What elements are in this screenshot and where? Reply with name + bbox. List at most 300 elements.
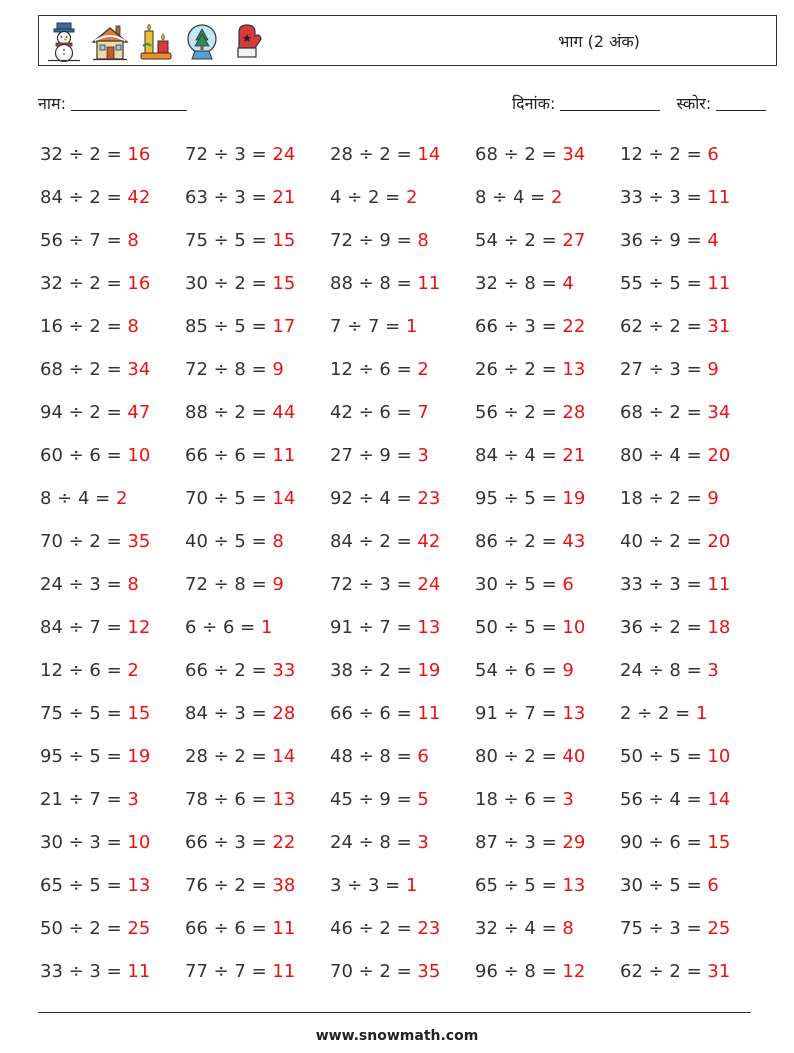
- problem-answer: 9: [272, 574, 284, 595]
- problem-question: 85 ÷ 5 =: [185, 316, 273, 337]
- problem-answer: 22: [562, 316, 586, 337]
- problem-answer: 25: [707, 918, 731, 939]
- problem-cell: [330, 133, 475, 176]
- problem-question: 56 ÷ 2 =: [475, 402, 563, 423]
- problem-answer: 1: [695, 703, 708, 724]
- problem-question: 8 ÷ 4 =: [475, 187, 551, 208]
- problem-cell: [185, 606, 330, 649]
- problem-cell: [40, 778, 185, 821]
- problem-cell: [620, 262, 765, 305]
- problem-answer: 11: [707, 187, 731, 208]
- problem-cell: [330, 821, 475, 864]
- problem-cell: [185, 348, 330, 391]
- problem-cell: [40, 606, 185, 649]
- problem-answer: 17: [272, 316, 296, 337]
- problem-cell: [475, 477, 620, 520]
- problem-question: 18 ÷ 2 =: [620, 488, 708, 509]
- name-blank-line[interactable]: [71, 96, 187, 111]
- problem-question: 70 ÷ 2 =: [330, 961, 418, 982]
- problem-answer: 15: [707, 832, 731, 853]
- problem-answer: 19: [562, 488, 586, 509]
- problem-answer: 42: [417, 531, 441, 552]
- problem-answer: 25: [127, 918, 151, 939]
- problem-question: 65 ÷ 5 =: [40, 875, 128, 896]
- problem-answer: 2: [550, 187, 563, 208]
- problem-cell: [185, 262, 330, 305]
- problem-answer: 14: [272, 488, 296, 509]
- problem-answer: 12: [127, 617, 151, 638]
- problem-question: 28 ÷ 2 =: [330, 144, 418, 165]
- problem-cell: [185, 305, 330, 348]
- problem-question: 95 ÷ 5 =: [40, 746, 128, 767]
- problem-question: 66 ÷ 6 =: [330, 703, 418, 724]
- problem-answer: 28: [272, 703, 296, 724]
- problem-cell: [620, 133, 765, 176]
- problem-answer: 44: [272, 402, 296, 423]
- problem-answer: 13: [562, 359, 586, 380]
- problem-answer: 16: [127, 273, 151, 294]
- problem-cell: [40, 950, 185, 993]
- problem-cell: [330, 477, 475, 520]
- icon-row: [45, 21, 267, 63]
- problem-cell: [185, 434, 330, 477]
- problem-cell: [185, 219, 330, 262]
- problem-cell: [475, 606, 620, 649]
- problem-cell: [185, 133, 330, 176]
- problem-answer: 8: [417, 230, 429, 251]
- problem-answer: 15: [272, 273, 296, 294]
- problem-cell: [330, 176, 475, 219]
- header-box: [38, 15, 777, 66]
- snowman-icon: [45, 22, 83, 62]
- problem-answer: 28: [562, 402, 586, 423]
- problem-cell: [40, 821, 185, 864]
- problem-answer: 15: [127, 703, 151, 724]
- problem-cell: [330, 606, 475, 649]
- problem-question: 84 ÷ 2 =: [330, 531, 418, 552]
- problem-cell: [185, 563, 330, 606]
- problem-answer: 35: [417, 961, 441, 982]
- problem-question: 12 ÷ 2 =: [620, 144, 708, 165]
- problem-question: 68 ÷ 2 =: [40, 359, 128, 380]
- problem-answer: 11: [417, 273, 441, 294]
- score-label: स्कोर:: [676, 94, 712, 113]
- problem-cell: [620, 606, 765, 649]
- problem-answer: 13: [272, 789, 296, 810]
- problem-answer: 12: [562, 961, 586, 982]
- problem-question: 66 ÷ 6 =: [185, 445, 273, 466]
- problem-question: 50 ÷ 5 =: [475, 617, 563, 638]
- problem-cell: [475, 520, 620, 563]
- problem-answer: 6: [417, 746, 429, 767]
- candles-icon: [137, 22, 175, 62]
- problem-question: 72 ÷ 8 =: [185, 574, 273, 595]
- problem-question: 24 ÷ 3 =: [40, 574, 128, 595]
- problem-answer: 19: [417, 660, 441, 681]
- problem-question: 80 ÷ 2 =: [475, 746, 563, 767]
- problem-answer: 27: [562, 230, 586, 251]
- problem-cell: [620, 305, 765, 348]
- problem-question: 8 ÷ 4 =: [40, 488, 116, 509]
- problem-answer: 11: [707, 574, 731, 595]
- problem-answer: 2: [127, 660, 139, 681]
- winter-house-icon: [91, 22, 129, 62]
- problem-question: 36 ÷ 2 =: [620, 617, 708, 638]
- problem-question: 21 ÷ 7 =: [40, 789, 128, 810]
- problem-question: 27 ÷ 9 =: [330, 445, 418, 466]
- problem-cell: [620, 477, 765, 520]
- problem-answer: 23: [417, 488, 441, 509]
- problem-question: 40 ÷ 5 =: [185, 531, 273, 552]
- problem-question: 36 ÷ 9 =: [620, 230, 708, 251]
- problem-answer: 6: [707, 875, 719, 896]
- score-blank-line[interactable]: [716, 96, 766, 111]
- problem-question: 66 ÷ 3 =: [475, 316, 563, 337]
- problem-cell: [185, 477, 330, 520]
- problem-cell: [620, 864, 765, 907]
- problem-answer: 18: [707, 617, 731, 638]
- problem-answer: 13: [417, 617, 441, 638]
- problem-question: 6 ÷ 6 =: [185, 617, 261, 638]
- problem-question: 40 ÷ 2 =: [620, 531, 708, 552]
- problem-cell: [185, 692, 330, 735]
- problem-question: 33 ÷ 3 =: [620, 187, 708, 208]
- problem-answer: 3: [417, 832, 429, 853]
- problem-question: 66 ÷ 2 =: [185, 660, 273, 681]
- problem-question: 75 ÷ 5 =: [40, 703, 128, 724]
- problem-question: 84 ÷ 2 =: [40, 187, 128, 208]
- problem-answer: 7: [417, 402, 429, 423]
- problem-cell: [475, 692, 620, 735]
- problem-question: 56 ÷ 7 =: [40, 230, 128, 251]
- problem-answer: 9: [707, 488, 719, 509]
- problem-cell: [330, 563, 475, 606]
- problem-cell: [330, 692, 475, 735]
- problem-answer: 6: [707, 144, 719, 165]
- problem-question: 3 ÷ 3 =: [330, 875, 406, 896]
- problem-answer: 3: [707, 660, 719, 681]
- problem-cell: [330, 434, 475, 477]
- problem-cell: [185, 778, 330, 821]
- problem-answer: 47: [127, 402, 151, 423]
- problem-cell: [330, 391, 475, 434]
- problem-cell: [620, 348, 765, 391]
- problem-question: 28 ÷ 2 =: [185, 746, 273, 767]
- problem-question: 32 ÷ 8 =: [475, 273, 563, 294]
- snow-globe-icon: [183, 22, 221, 62]
- problem-cell: [185, 520, 330, 563]
- problem-question: 66 ÷ 3 =: [185, 832, 273, 853]
- problem-question: 94 ÷ 2 =: [40, 402, 128, 423]
- problem-answer: 3: [127, 789, 139, 810]
- problem-cell: [185, 391, 330, 434]
- problem-answer: 43: [562, 531, 586, 552]
- problem-answer: 21: [272, 187, 296, 208]
- problem-cell: [40, 692, 185, 735]
- problem-cell: [620, 219, 765, 262]
- problem-answer: 6: [562, 574, 574, 595]
- problem-question: 68 ÷ 2 =: [475, 144, 563, 165]
- worksheet-title: भाग (2 अंक): [558, 32, 640, 51]
- problem-answer: 11: [127, 961, 151, 982]
- problem-answer: 2: [115, 488, 128, 509]
- problem-question: 66 ÷ 6 =: [185, 918, 273, 939]
- problem-cell: [620, 907, 765, 950]
- problem-cell: [330, 864, 475, 907]
- problem-question: 75 ÷ 5 =: [185, 230, 273, 251]
- problem-cell: [620, 176, 765, 219]
- problem-question: 92 ÷ 4 =: [330, 488, 418, 509]
- problem-question: 24 ÷ 8 =: [620, 660, 708, 681]
- problem-answer: 19: [127, 746, 151, 767]
- problem-cell: [620, 821, 765, 864]
- problem-cell: [40, 649, 185, 692]
- problem-cell: [475, 305, 620, 348]
- problem-cell: [475, 348, 620, 391]
- problem-question: 7 ÷ 7 =: [330, 316, 406, 337]
- date-score-fields: [512, 92, 766, 114]
- problem-cell: [40, 391, 185, 434]
- problem-cell: [620, 950, 765, 993]
- problem-cell: [475, 821, 620, 864]
- problem-question: 80 ÷ 4 =: [620, 445, 708, 466]
- problem-question: 26 ÷ 2 =: [475, 359, 563, 380]
- problem-question: 76 ÷ 2 =: [185, 875, 273, 896]
- problem-answer: 5: [417, 789, 429, 810]
- problem-cell: [40, 348, 185, 391]
- problem-answer: 8: [127, 574, 139, 595]
- problem-question: 70 ÷ 2 =: [40, 531, 128, 552]
- name-label: नाम:: [38, 94, 66, 113]
- problem-question: 60 ÷ 6 =: [40, 445, 128, 466]
- problem-question: 70 ÷ 5 =: [185, 488, 273, 509]
- problem-answer: 34: [707, 402, 731, 423]
- problem-question: 33 ÷ 3 =: [620, 574, 708, 595]
- problem-question: 77 ÷ 7 =: [185, 961, 273, 982]
- problem-answer: 1: [405, 875, 418, 896]
- problem-question: 12 ÷ 6 =: [330, 359, 418, 380]
- date-blank-line[interactable]: [560, 96, 660, 111]
- problem-answer: 14: [417, 144, 441, 165]
- problem-answer: 4: [562, 273, 574, 294]
- problem-question: 24 ÷ 8 =: [330, 832, 418, 853]
- problem-answer: 11: [417, 703, 441, 724]
- problem-answer: 3: [417, 445, 429, 466]
- problem-question: 88 ÷ 2 =: [185, 402, 273, 423]
- problem-cell: [40, 133, 185, 176]
- problem-answer: 9: [272, 359, 284, 380]
- problem-answer: 8: [127, 316, 139, 337]
- problem-question: 87 ÷ 3 =: [475, 832, 563, 853]
- problem-question: 54 ÷ 2 =: [475, 230, 563, 251]
- problem-cell: [185, 176, 330, 219]
- problem-answer: 1: [405, 316, 418, 337]
- problem-question: 48 ÷ 8 =: [330, 746, 418, 767]
- problem-question: 27 ÷ 3 =: [620, 359, 708, 380]
- problem-answer: 8: [562, 918, 574, 939]
- problem-cell: [330, 649, 475, 692]
- problem-answer: 9: [707, 359, 719, 380]
- problem-cell: [475, 778, 620, 821]
- footer-site: www.snowmath.com: [315, 1028, 479, 1044]
- problem-cell: [185, 864, 330, 907]
- problem-answer: 8: [127, 230, 139, 251]
- problem-question: 68 ÷ 2 =: [620, 402, 708, 423]
- problem-answer: 11: [707, 273, 731, 294]
- problem-answer: 33: [272, 660, 296, 681]
- problem-answer: 10: [127, 832, 151, 853]
- problem-answer: 11: [272, 445, 296, 466]
- problem-question: 2 ÷ 2 =: [620, 703, 696, 724]
- problem-question: 78 ÷ 6 =: [185, 789, 273, 810]
- problem-cell: [330, 907, 475, 950]
- problem-answer: 24: [417, 574, 441, 595]
- problem-answer: 13: [562, 875, 586, 896]
- problem-question: 30 ÷ 2 =: [185, 273, 273, 294]
- problem-cell: [185, 907, 330, 950]
- problem-answer: 24: [272, 144, 296, 165]
- problem-cell: [40, 907, 185, 950]
- problem-question: 56 ÷ 4 =: [620, 789, 708, 810]
- problem-cell: [185, 821, 330, 864]
- problem-cell: [40, 563, 185, 606]
- problem-question: 62 ÷ 2 =: [620, 961, 708, 982]
- problem-cell: [330, 348, 475, 391]
- problem-cell: [40, 864, 185, 907]
- problem-answer: 31: [707, 961, 731, 982]
- problem-cell: [40, 305, 185, 348]
- problem-cell: [40, 735, 185, 778]
- problem-answer: 34: [562, 144, 586, 165]
- problem-answer: 13: [562, 703, 586, 724]
- problem-answer: 16: [127, 144, 151, 165]
- problem-question: 65 ÷ 5 =: [475, 875, 563, 896]
- problem-question: 50 ÷ 2 =: [40, 918, 128, 939]
- problem-answer: 2: [405, 187, 418, 208]
- problem-question: 18 ÷ 6 =: [475, 789, 563, 810]
- problem-answer: 10: [127, 445, 151, 466]
- problem-question: 46 ÷ 2 =: [330, 918, 418, 939]
- problem-question: 45 ÷ 9 =: [330, 789, 418, 810]
- problem-cell: [40, 176, 185, 219]
- problem-cell: [40, 477, 185, 520]
- problem-question: 91 ÷ 7 =: [475, 703, 563, 724]
- problem-answer: 35: [127, 531, 151, 552]
- problem-question: 90 ÷ 6 =: [620, 832, 708, 853]
- problem-answer: 9: [562, 660, 574, 681]
- problem-cell: [475, 864, 620, 907]
- problem-cell: [475, 563, 620, 606]
- problem-answer: 14: [707, 789, 731, 810]
- problem-answer: 14: [272, 746, 296, 767]
- date-label: दिनांक:: [512, 94, 556, 113]
- problem-question: 72 ÷ 9 =: [330, 230, 418, 251]
- problem-answer: 34: [127, 359, 151, 380]
- problem-cell: [40, 434, 185, 477]
- problem-answer: 11: [272, 918, 296, 939]
- problem-cell: [620, 735, 765, 778]
- problem-cell: [330, 262, 475, 305]
- problem-cell: [330, 219, 475, 262]
- problem-question: 50 ÷ 5 =: [620, 746, 708, 767]
- problem-grid: [40, 133, 770, 993]
- problem-question: 63 ÷ 3 =: [185, 187, 273, 208]
- problem-cell: [475, 735, 620, 778]
- problem-question: 84 ÷ 4 =: [475, 445, 563, 466]
- problem-cell: [475, 133, 620, 176]
- problem-cell: [475, 950, 620, 993]
- problem-answer: 21: [562, 445, 586, 466]
- problem-question: 55 ÷ 5 =: [620, 273, 708, 294]
- problem-question: 54 ÷ 6 =: [475, 660, 563, 681]
- problem-question: 32 ÷ 2 =: [40, 273, 128, 294]
- problem-cell: [330, 735, 475, 778]
- problem-question: 75 ÷ 3 =: [620, 918, 708, 939]
- problem-question: 33 ÷ 3 =: [40, 961, 128, 982]
- problem-cell: [185, 950, 330, 993]
- problem-answer: 20: [707, 531, 731, 552]
- problem-cell: [475, 219, 620, 262]
- problem-cell: [620, 391, 765, 434]
- problem-question: 84 ÷ 3 =: [185, 703, 273, 724]
- problem-question: 12 ÷ 6 =: [40, 660, 128, 681]
- problem-question: 32 ÷ 2 =: [40, 144, 128, 165]
- problem-question: 30 ÷ 5 =: [475, 574, 563, 595]
- problem-answer: 10: [562, 617, 586, 638]
- problem-answer: 3: [562, 789, 574, 810]
- name-field: [38, 92, 187, 114]
- problem-answer: 31: [707, 316, 731, 337]
- problem-cell: [475, 391, 620, 434]
- problem-cell: [185, 649, 330, 692]
- problem-cell: [330, 778, 475, 821]
- problem-cell: [620, 434, 765, 477]
- problem-question: 86 ÷ 2 =: [475, 531, 563, 552]
- problem-cell: [620, 692, 765, 735]
- problem-answer: 13: [127, 875, 151, 896]
- mitten-icon: [229, 22, 267, 62]
- problem-answer: 20: [707, 445, 731, 466]
- problem-cell: [475, 262, 620, 305]
- problem-question: 42 ÷ 6 =: [330, 402, 418, 423]
- problem-question: 88 ÷ 8 =: [330, 273, 418, 294]
- problem-cell: [330, 520, 475, 563]
- problem-cell: [475, 176, 620, 219]
- problem-answer: 2: [417, 359, 429, 380]
- problem-question: 72 ÷ 3 =: [330, 574, 418, 595]
- problem-question: 72 ÷ 8 =: [185, 359, 273, 380]
- problem-question: 30 ÷ 5 =: [620, 875, 708, 896]
- problem-answer: 11: [272, 961, 296, 982]
- problem-cell: [185, 735, 330, 778]
- problem-answer: 23: [417, 918, 441, 939]
- problem-cell: [620, 778, 765, 821]
- problem-question: 62 ÷ 2 =: [620, 316, 708, 337]
- problem-answer: 22: [272, 832, 296, 853]
- problem-cell: [475, 434, 620, 477]
- problem-cell: [40, 520, 185, 563]
- problem-answer: 29: [562, 832, 586, 853]
- problem-cell: [330, 305, 475, 348]
- problem-answer: 15: [272, 230, 296, 251]
- problem-answer: 8: [272, 531, 284, 552]
- problem-question: 96 ÷ 8 =: [475, 961, 563, 982]
- problem-answer: 1: [260, 617, 273, 638]
- problem-question: 30 ÷ 3 =: [40, 832, 128, 853]
- problem-cell: [40, 262, 185, 305]
- problem-cell: [475, 649, 620, 692]
- problem-cell: [620, 649, 765, 692]
